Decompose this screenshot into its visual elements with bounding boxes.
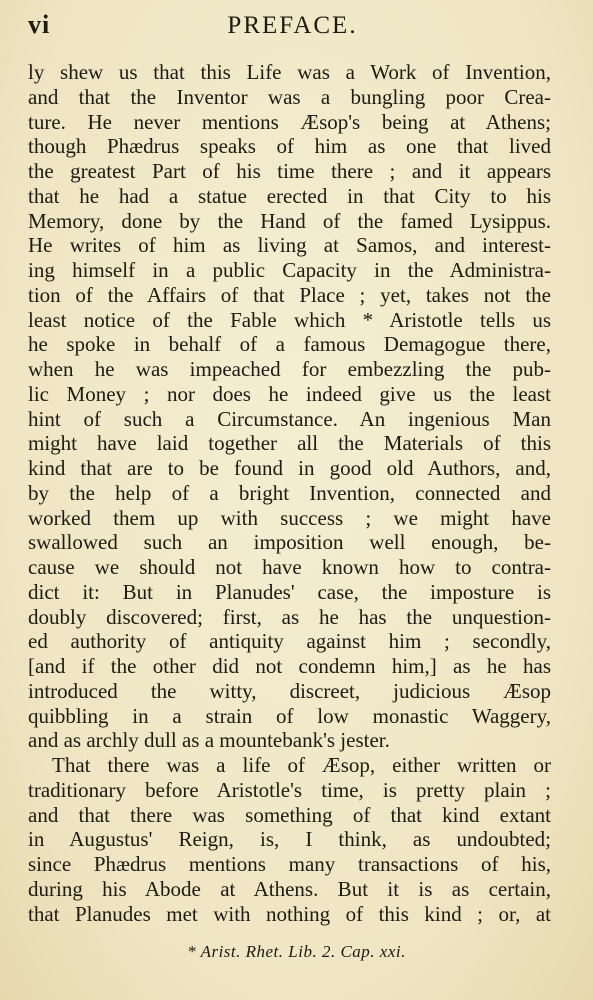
text-line: he spoke in behalf of a famous Demagogue there, bbox=[28, 332, 551, 357]
text-line: when he was impeached for embezzling the pub- bbox=[28, 357, 551, 381]
text-line: that Planudes met with nothing of this kind ; or, at bbox=[28, 901, 551, 926]
text-line: dict it: But in Planudes' case, the imposture is bbox=[28, 579, 551, 604]
page-number: vi bbox=[28, 10, 51, 39]
page-header bbox=[28, 10, 557, 50]
text-line: in Augustus' Reign, is, I think, as undoubted; bbox=[28, 827, 551, 852]
text-line: worked them up with success ; we might have bbox=[28, 505, 551, 530]
text-line: and that there was something of that kind extant bbox=[28, 802, 551, 827]
text-line: the greatest Part of his time there ; and it appears bbox=[28, 159, 551, 183]
text-line: ed authority of antiquity against him ; secondly, bbox=[28, 629, 551, 654]
text-line: might have laid together all the Materials of this bbox=[28, 431, 551, 456]
text-line: Memory, done by the Hand of the famed Lysippus. bbox=[28, 208, 551, 233]
text-line: lic Money ; nor does he indeed give us the least bbox=[28, 381, 551, 406]
text-line: and as archly dull as a mountebank's jester. bbox=[28, 728, 390, 753]
text-line: doubly discovered; first, as he has the unquestion- bbox=[28, 604, 551, 629]
text-line: cause we should not have known how to contra- bbox=[28, 555, 551, 579]
text-line: least notice of the Fable which * Aristotle tells us bbox=[28, 307, 551, 332]
footnote: * Arist. Rhet. Lib. 2. Cap. xxi. bbox=[187, 942, 406, 961]
text-line: tion of the Affairs of that Place ; yet, takes not the bbox=[28, 282, 551, 307]
text-line: though Phædrus speaks of him as one that lived bbox=[28, 134, 551, 159]
text-line: that he had a statue erected in that City to his bbox=[28, 183, 551, 208]
text-line: ing himself in a public Capacity in the Administra- bbox=[28, 258, 551, 282]
text-line: hint of such a Circumstance. An ingenious Man bbox=[28, 406, 551, 431]
text-line: ture. He never mentions Æsop's being at Athens; bbox=[28, 109, 551, 134]
text-line: since Phædrus mentions many transactions of his, bbox=[28, 852, 551, 876]
running-head: PREFACE. bbox=[227, 12, 358, 39]
text-line: ly shew us that this Life was a Work of Invention, bbox=[28, 60, 551, 84]
text-line: traditionary before Aristotle's time, is pretty plain ; bbox=[28, 777, 551, 802]
text-line: introduced the witty, discreet, judicious Æsop bbox=[28, 678, 551, 703]
text-line: quibbling in a strain of low monastic Waggery, bbox=[28, 703, 551, 728]
text-line: swallowed such an imposition well enough, be- bbox=[28, 530, 551, 555]
text-line: He writes of him as living at Samos, and interest- bbox=[28, 233, 551, 258]
body-text bbox=[28, 60, 551, 926]
text-line: kind that are to be found in good old Authors, and, bbox=[28, 456, 551, 480]
text-line: and that the Inventor was a bungling poor Crea- bbox=[28, 84, 551, 109]
text-line: during his Abode at Athens. But it is as certain, bbox=[28, 876, 551, 901]
text-line: [and if the other did not condemn him,] as he has bbox=[28, 654, 551, 678]
text-line: by the help of a bright Invention, connected and bbox=[28, 480, 551, 505]
text-line: That there was a life of Æsop, either written or bbox=[52, 753, 551, 777]
